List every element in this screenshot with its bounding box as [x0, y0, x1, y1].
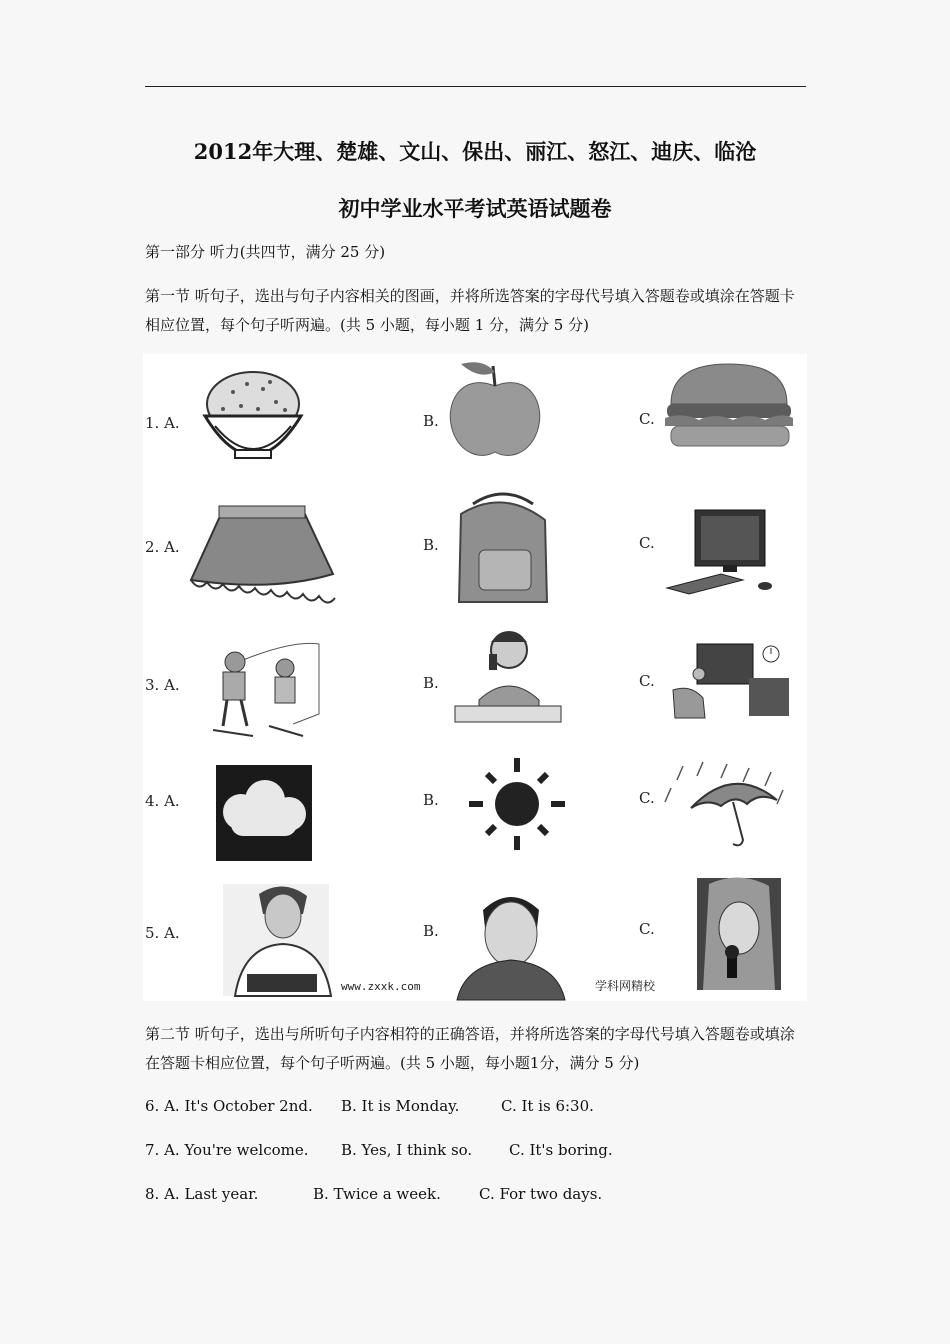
label-1a: 1. A. — [145, 414, 180, 432]
label-5b: B. — [423, 922, 439, 940]
question-7-option-c: C. It's boring. — [509, 1141, 613, 1159]
question-8-option-c: C. For two days. — [479, 1185, 603, 1203]
question-7-option-b: B. Yes, I think so. — [341, 1141, 473, 1159]
section1-instructions: 第一节 听句子，选出与句子内容相关的图画，并将所选答案的字母代号填入答题卷或填涂在答题卡相应位置，每个句子听两遍。(共 5 小题，每小题 1 分，满分 5 分) — [145, 287, 795, 334]
living-room-picture — [673, 644, 789, 718]
label-1b: B. — [423, 412, 439, 430]
exam-title-line1: 2012年大理、楚雄、文山、保出、丽江、怒江、迪庆、临沧 — [193, 139, 757, 164]
boy-portrait-picture — [457, 897, 565, 1000]
label-3c: C. — [639, 672, 655, 690]
sunny-picture — [469, 758, 565, 850]
woman-portrait-picture — [223, 884, 331, 996]
rainy-picture — [665, 762, 783, 845]
question-6-option-b: B. It is Monday. — [341, 1097, 460, 1115]
cloudy-picture — [216, 765, 312, 861]
label-3b: B. — [423, 674, 439, 692]
question-8-option-b: B. Twice a week. — [313, 1185, 441, 1203]
label-4b: B. — [423, 791, 439, 809]
question-8-option-a: 8. A. Last year. — [145, 1185, 259, 1203]
watermark-right: 学科网精校 — [595, 979, 656, 993]
label-1c: C. — [639, 410, 655, 428]
apple-picture — [450, 362, 540, 455]
label-5a: 5. A. — [145, 924, 180, 942]
label-3a: 3. A. — [145, 676, 180, 694]
header-rule — [145, 86, 806, 87]
question-6-option-c: C. It is 6:30. — [501, 1097, 594, 1115]
watermark-left: www.zxxk.com — [341, 980, 421, 993]
listening-picture-grid — [143, 354, 807, 1001]
computer-picture — [667, 510, 772, 594]
part1-heading: 第一部分 听力(共四节，满分 25 分) — [145, 243, 386, 261]
label-4c: C. — [639, 789, 655, 807]
question-7-option-a: 7. A. You're welcome. — [145, 1141, 309, 1159]
section2-instructions: 第二节 听句子，选出与所听句子内容相符的正确答语，并将所选答案的字母代号填入答题卷或填涂在答题卡相应位置，每个句子听两遍。(共 5 小题，每小题1分，满分 5 分) — [145, 1025, 795, 1072]
label-2a: 2. A. — [145, 538, 180, 556]
exam-title-line2: 初中学业水平考试英语试题卷 — [338, 196, 612, 221]
backpack-picture — [459, 494, 547, 602]
label-5c: C. — [639, 920, 655, 938]
label-2b: B. — [423, 536, 439, 554]
skirt-picture — [191, 506, 335, 603]
hamburger-picture — [665, 364, 793, 446]
question-6-option-a: 6. A. It's October 2nd. — [145, 1097, 313, 1115]
label-2c: C. — [639, 534, 655, 552]
skiing-picture — [213, 643, 319, 736]
man-on-phone-picture — [455, 632, 561, 722]
label-4a: 4. A. — [145, 792, 180, 810]
woman-singer-picture — [697, 877, 781, 990]
rice-bowl-picture — [205, 372, 301, 458]
